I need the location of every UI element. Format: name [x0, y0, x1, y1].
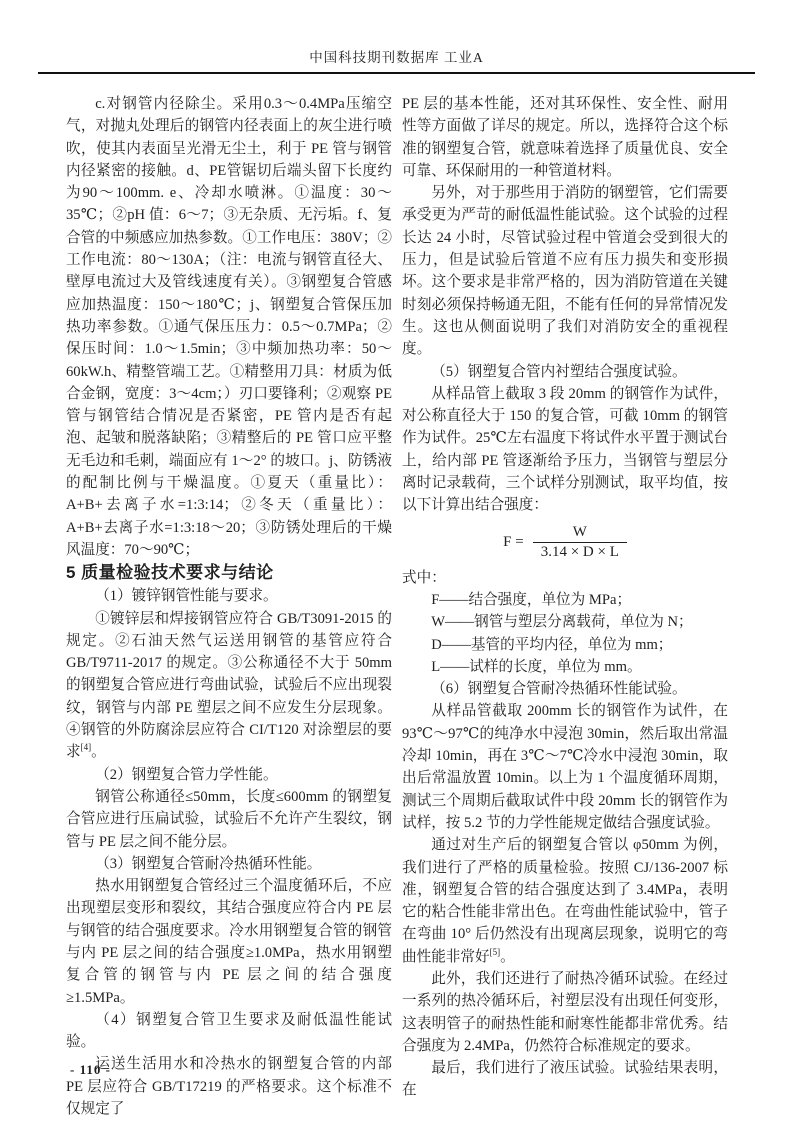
paragraph-galvanized-requirements — [66, 608, 392, 764]
paragraph-fire-pipes: 另外，对于那些用于消防的钢塑管，它们需要承受更为严苛的耐低温性能试验。这个试验的过程长达 24 小时，尽管试验过程中管道会受到很大的压力，但是试验后管道不应有压力损失和变形损坏。这个要求是非常严格的，因为消防管道在关键时刻必须保持畅通无阻，不能有任何的异常情况发生。这也从侧面说明了我们对消防安全的重视程度。 — [402, 185, 728, 358]
paragraph-hydraulic-test: 最后，我们进行了液压试验。试验结果表明，在 — [402, 1060, 728, 1099]
citation-4: [4] — [80, 742, 92, 753]
paragraph-quality-inspection — [402, 834, 728, 968]
subsection-5-title: （5）钢塑复合管内衬塑结合强度试验。 — [431, 363, 687, 380]
subsection-4-title: （4）钢塑复合管卫生要求及耐低温性能试验。 — [66, 1011, 392, 1051]
paragraph-text: 通过对生产后的钢塑复合管以 φ50mm 为例，我们进行了严格的质量检验。按照 CJ/136-2007 标准，钢塑复合管的结合强度达到了 3.4MPa，表明它的粘合性能非常出色。在弯曲性能试验中，管子在弯曲 10° 后仍然没有出现离层现象，说明它的弯曲性能非常好 — [402, 837, 728, 965]
journal-title: 中国科技期刊数据库 工业A — [309, 50, 484, 65]
formula-numerator: W — [572, 523, 587, 540]
paragraph-process-steps: c.对钢管内径除尘。采用0.3～0.4MPa压缩空气，对抛丸处理后的钢管内径表面上的灰尘进行喷吹，使其内表面呈光滑无尘土，利于 PE 管与钢管内径紧密的接触。d、PE管锯切后端头留下长度约为90～100mm. e、冷却水喷淋。①温度：30～35℃；②pH 值：6～7；③无杂质、无污垢。f、复合管的中频感应加热参数。①工作电压：380V；②工作电流：80～130A；（注：电流与钢管直径大、壁厚电流过大及管线速度有关）。③钢塑复合管感应加热温度：150～180℃；j、钢塑复合管保压加热功率参数。①通气保压压力：0.5～0.7MPa；②保压时间：1.0～1.5min；③中频加热功率：50～60kW.h、精整管端工艺。①精整用刀具：材质为低合金钢，宽度：3～4cm；）刃口要锋利；②观察 PE 管与钢管结合情况是否紧密，PE 管内是否有起泡、起皱和脱落缺陷；③精整后的 PE 管口应平整无毛边和毛刺，端面应有 1～2° 的坡口。j、防锈液的配制比例与干燥温度。①夏天（重量比）：A+B+去离子水=1:3:14；②冬天（重量比）：A+B+去离子水=1:3:18～20；③防锈处理后的干燥风温度：70～90℃； — [66, 96, 392, 558]
paragraph-mechanical: 钢管公称通径≤50mm，长度≤600mm 的钢塑复合管应进行压扁试验，试验后不允许产生裂纹，钢管与 PE 层之间不能分层。 — [66, 788, 392, 850]
subsection-3-title: （3）钢塑复合管耐冷热循环性能。 — [95, 855, 322, 872]
formula-lhs: F = — [503, 533, 524, 550]
right-column — [402, 93, 728, 1120]
subsection-1-title: （1）镀锌钢管性能与要求。 — [95, 588, 278, 605]
paragraph-hygiene-continued: PE 层的基本性能，还对其环保性、安全性、耐用性等方面做了详尽的规定。所以，选择符合这个标准的钢塑复合管，就意味着选择了质量优良、安全可靠、环保耐用的一种管道材料。 — [402, 96, 728, 179]
paragraph-text: 。 — [91, 744, 106, 761]
subsection-2-title: （2）钢塑复合管力学性能。 — [95, 766, 278, 783]
left-column — [66, 93, 392, 1120]
paragraph-thermal-cycle: 热水用钢塑复合管经过三个温度循环后，不应出现塑层变形和裂纹，其结合强度应符合内 PE 层与钢管的结合强度要求。冷水用钢塑复合管的钢管与内 PE 层之间的结合强度≥1.0MPa，热水用钢塑复合管的钢管与内 PE 层之间的结合强度≥1.5MPa。 — [66, 878, 392, 1006]
formula-definition-L: L——试样的长度，单位为 mm。 — [431, 658, 642, 675]
section-heading: 5 质量检验技术要求与结论 — [66, 563, 274, 583]
journal-header — [38, 46, 755, 74]
paragraph-hygiene: 运送生活用水和冷热水的钢塑复合管的内部 PE 层应符合 GB/T17219 的严格要求。这个标准不仅规定了 — [66, 1056, 392, 1118]
citation-5: [5] — [489, 946, 501, 957]
formula-fraction — [533, 524, 627, 561]
formula-intro: 式中： — [402, 569, 446, 586]
paragraph-thermal-result: 此外，我们还进行了耐热冷循环试验。在经过一系列的热冷循环后，衬塑层没有出现任何变形，这表明管子的耐热性能和耐寒性能都非常优秀。结合强度为 2.4MPa，仍然符合标准规定的要求。 — [402, 970, 728, 1054]
paragraph-text: 。 — [500, 948, 515, 965]
formula-bond-strength — [402, 524, 728, 561]
page-number: - 110 - — [70, 1062, 111, 1077]
formula-definition-W: W——钢管与塑层分离载荷，单位为 N； — [431, 614, 693, 631]
formula-definition-F: F——结合强度，单位为 MPa； — [431, 591, 632, 608]
formula-definition-D: D——基管的平均内径，单位为 mm； — [431, 636, 673, 653]
formula-denominator: 3.14 × D × L — [533, 542, 627, 561]
paragraph-bond-test: 从样品管上截取 3 段 20mm 的钢管作为试件，对公称直径大于 150 的复合管，可截 10mm 的钢管作为试件。25℃左右温度下将试件水平置于测试台上，给内部 PE 管逐渐给予压力，当钢管与塑层分离时记录载荷，三个试样分别测试，取平均值，按以下计算出结合强度： — [402, 385, 728, 514]
paragraph-cycle-test: 从样品管截取 200mm 长的钢管作为试件，在 93℃～97℃的纯净水中浸泡 30min，然后取出常温冷却 10min，再在 3℃～7℃冷水中浸泡 30min，取出后常温放置 10min。以上为 1 个温度循环周期，测试三个周期后截取试件中段 20mm 长的钢管作为试样，按 5.2 节的力学性能规定做结合强度试验。 — [402, 703, 728, 831]
subsection-6-title: （6）钢塑复合管耐冷热循环性能试验。 — [431, 681, 687, 698]
page-content — [66, 93, 728, 1120]
paragraph-text: ①镀锌层和焊接钢管应符合 GB/T3091-2015 的规定。②石油天然气运送用钢管的基管应符合 GB/T9711-2017 的规定。③公称通径不大于 50mm 的钢塑复合管应进行弯曲试验，试验后不应出现裂纹，钢管与内部 PE 塑层之间不应发生分层现象。④钢管的外防腐涂层应符合 CI/T120 对涂塑层的要求 — [66, 610, 392, 761]
